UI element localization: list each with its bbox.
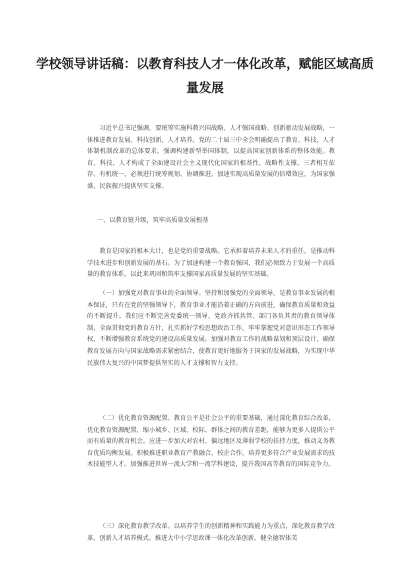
subsection-3-paragraph: （三）深化教育教学改革。以培养学生的创新精神和实践能力为重点，深化教育教学改革，创新人才培养模式。推进大中小学思政课一体化改革创新，健全德智体美 — [87, 523, 335, 542]
section-heading-1: 一、以教育链升级，筑牢高质量发展根基 — [97, 217, 209, 224]
document-title-line-2: 量发展 — [186, 80, 224, 95]
section-1-paragraph: 教育是国家的根本大计，也是党的重要战略。它承担着培养未来人才的重任，是推动科学技术进步和创新发展的基石。为了加速构建一个教育强国，我们必须致力于发展一个高质量的教育体系，以此来巩固和筑牢支撑国家高质量发展的坚实基础。 — [87, 248, 335, 279]
intro-paragraph: 习近平总书记强调，要统筹实施科教兴国战略、人才强国战略、创新驱动发展战略，一体推进教育发展、科技创新、人才培养。党的二十届三中全会明确提出了教育、科技、人才体制机制改革的总体要求，强调构建新型举国体制，以提高国家创新体系的整体效能。教育、科技、人才构成了全面建设社会主义现代化国家的根基性、战略性支撑，三者相互依存、有机统一，必须进行统筹规划、协调推进，加速实现高质量发展的倍增效应，为国家强盛、民族振兴提供坚实支撑。 — [87, 125, 335, 190]
subsection-1-paragraph: （一）加强党对教育事业的全面领导。坚持和加强党的全面领导，是教育事业发展的根本保证，只有在党的坚强领导下，教育事业才能沿着正确的方向前进，确保教育质量和效益的不断提升。我们应不断完善党委统一领导、党政齐抓共管、部门各负其责的教育领导体制，全面贯彻党的教育方针，扎实抓好学校思想政治工作，牢牢掌握党对意识形态工作领导权，不断增强教育系统党的建设高质量发展。加强对教育工作的战略谋划和顶层设计，确保教育发展方向与国家战略需求紧密结合，使教育更好地服务于国家的发展战略，为实现中华民族伟大复兴的中国梦提供坚实的人才支撑和智力支持。 — [87, 290, 335, 367]
subsection-2-paragraph: （二）优化教育资源配置。教育公平是社会公平的重要基础，通过深化教育综合改革，优化教育资源配置，缩小城乡、区域、校际、群体之间的教育差距，能够为更多人提供公平而有质量的教育机会。应进一步加大对农村、偏远地区及薄弱学校的扶持力度，推动义务教育优质均衡发展。积极推进职业教育产教融合、校企合作，培养更多符合产业发展需求的技术技能型人才。加强推进世界一流大学和一流学科建设，提升我国高等教育的国际竞争力。 — [87, 415, 335, 469]
document-title-line-1: 学校领导讲话稿：以教育科技人才一体化改革，赋能区域高质 — [36, 56, 374, 71]
